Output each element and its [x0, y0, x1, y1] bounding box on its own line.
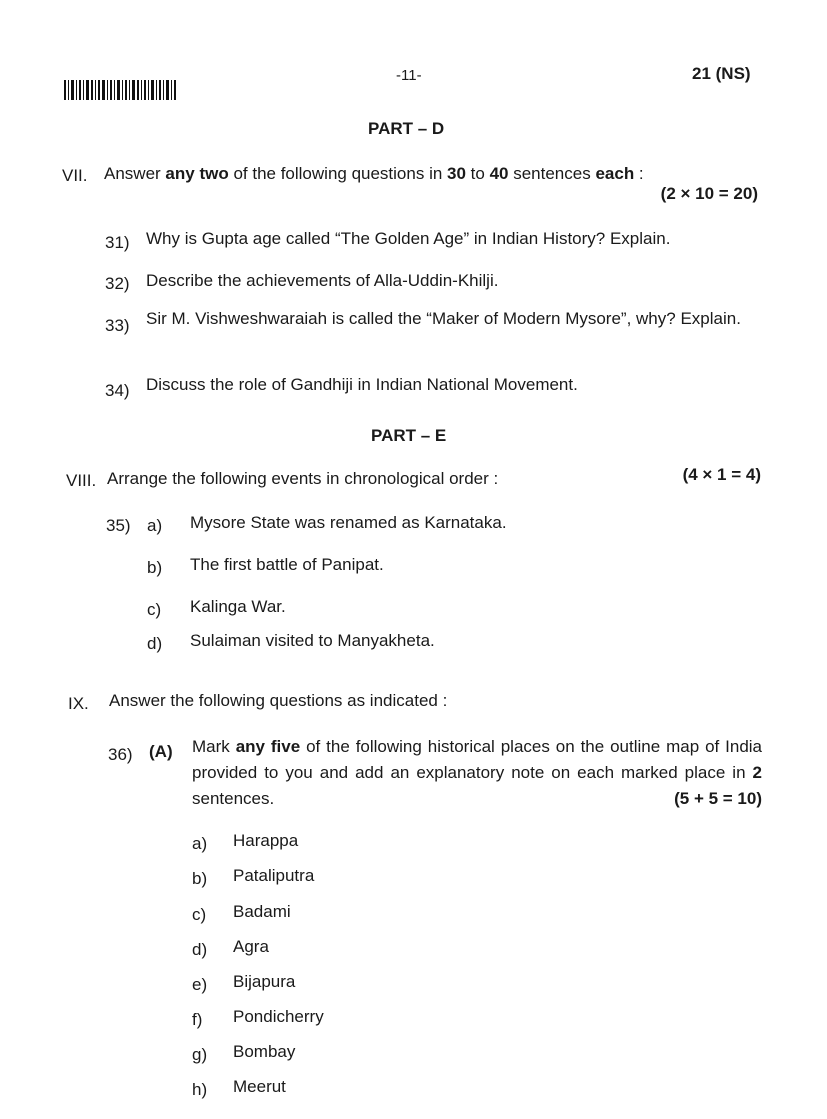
page-number: -11-: [396, 67, 422, 84]
place-name: Bombay: [233, 1042, 296, 1061]
section-ix-instruction: Answer the following questions as indicated :: [109, 691, 448, 710]
question-marks: (5 + 5 = 10): [674, 789, 762, 808]
item-label: a): [147, 516, 163, 535]
place-label: d): [192, 940, 208, 959]
place-name: Badami: [233, 902, 291, 921]
question-text: Why is Gupta age called “The Golden Age” in Indian History? Explain.: [146, 229, 671, 248]
place-label: h): [192, 1080, 208, 1099]
place-name: Bijapura: [233, 972, 296, 991]
question-text: Describe the achievements of Alla-Uddin-Khilji.: [146, 271, 499, 290]
section-viii-number: VIII.: [66, 471, 97, 490]
question-text: Discuss the role of Gandhiji in Indian National Movement.: [146, 375, 578, 394]
item-text: Mysore State was renamed as Karnataka.: [190, 513, 507, 532]
question-text: Sir M. Vishweshwaraiah is called the “Maker of Modern Mysore”, why? Explain.: [146, 309, 741, 328]
section-vii-number: VII.: [62, 166, 88, 185]
barcode-icon: [64, 80, 176, 100]
item-text: Sulaiman visited to Manyakheta.: [190, 631, 435, 650]
question-number: 34): [105, 381, 130, 400]
item-label: b): [147, 558, 163, 577]
section-viii-marks: (4 × 1 = 4): [682, 465, 761, 484]
question-number: 36): [108, 745, 133, 764]
place-name: Pataliputra: [233, 866, 315, 885]
paper-code: 21 (NS): [692, 64, 751, 83]
part-d-title: PART – D: [368, 119, 445, 138]
question-number: 32): [105, 274, 130, 293]
question-number: 33): [105, 316, 130, 335]
place-label: f): [192, 1010, 203, 1029]
item-text: The first battle of Panipat.: [190, 555, 384, 574]
item-label: d): [147, 634, 163, 653]
place-label: g): [192, 1045, 208, 1064]
question-sub-label: (A): [149, 742, 173, 761]
place-label: e): [192, 975, 208, 994]
place-label: b): [192, 869, 208, 888]
place-name: Meerut: [233, 1077, 286, 1096]
item-label: c): [147, 600, 162, 619]
part-e-title: PART – E: [371, 426, 447, 445]
question-number: 31): [105, 233, 130, 252]
section-ix-number: IX.: [68, 694, 89, 713]
place-label: a): [192, 834, 208, 853]
place-name: Pondicherry: [233, 1007, 324, 1026]
section-viii-instruction: Arrange the following events in chronological order :: [107, 469, 499, 488]
item-text: Kalinga War.: [190, 597, 286, 616]
question-text: Mark any five of the following historical places on the outline map of India provided to you and add an explanatory note on each marked place in 2 sentences.: [192, 737, 763, 808]
place-label: c): [192, 905, 207, 924]
place-name: Harappa: [233, 831, 299, 850]
section-vii-instruction: Answer any two of the following questions in 30 to 40 sentences each :: [104, 164, 644, 183]
section-vii-marks: (2 × 10 = 20): [660, 184, 758, 203]
question-number: 35): [106, 516, 131, 535]
place-name: Agra: [233, 937, 269, 956]
